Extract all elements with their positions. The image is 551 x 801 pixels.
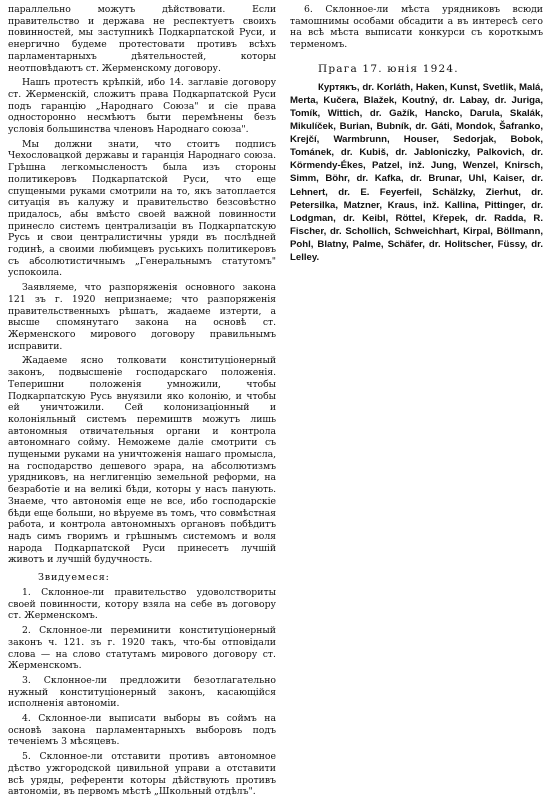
right-column: [290, 4, 543, 264]
paragraph: Мы должни знати, что стоитъ подписъ Чехословацкой державы и гаранція Народнаго союза. Грѣшна легкомысленостъ была изъ стороны политикеровъ Подкарпатской Руси, что еще спущеными руками смотрили на то, якъ затоплается ситуація въ калужу и правительство безсовѣстно придалось, абы вмѣсто своей важной повинности принесло системъ централизаціи въ Подкарпатскую Русь и свои централистичны уряди въ послѣдней годинѣ, а своими любимцевъ руськихъ политикеровъ съ абсолютистичнымъ „Генеральнымъ статутомъ" успокоила.: [8, 138, 276, 279]
signatories-list: Куртякъ, dr. Korláth, Haken, Kunst, Svetlik, Malá, Merta, Kučera, Blažek, Koutný, dr. Labay, dr. Juriga, Tomík, Wittich, dr. Gažík, Hancko, Darula, Skalák, Mikulíček, Burian, Bubník, dr. Gáti, Mondok, Šafranko, Krejčí, Warmbrunn, Houser, Sedorjak, Bobok, Tománek, dr. Kubiš, dr. Jabloniczky, Palkovich, dr. Körmendy-Ékes, Patzel, inž. Jung, Wenzel, Knirsch, Simm, Böhr, dr. Kafka, dr. Brunar, Uhl, Kaiser, dr. Lehnert, dr. E. Feyerfeil, Schälzky, Zierhut, dr. Petersilka, Matzner, Kraus, inž. Kallina, Pittinger, dr. Lodgman, dr. Keibl, Röttel, Křepek, dr. Radda, R. Fischer, dr. Schollich, Schweichhart, Kirpal, Böllmann, Pohl, Blatny, Palme, Schäfer, dr. Holitscher, Füssy, dr. Lelley.: [290, 81, 543, 264]
dateline: Прага 17. юнія 1924.: [318, 62, 459, 75]
question-item: 4. Склонное-ли выписати выборы въ соймъ на основѣ закона парламентарныхъ выборовъ подъ теченіемъ 3 мѣсяцевъ.: [8, 713, 276, 748]
question-item: 6. Склонное-ли мѣста урядниковъ всюди тамошнимы особами обсадити а въ интересѣ сего на всѣ мѣста выписати конкурси съ короткымъ терменомъ.: [290, 4, 543, 51]
paragraph: параллельно можутъ дѣйствовати. Если правительство и держава не респектуетъ своихъ повинностей, мы заступникѣ Подкарпатской Руси, и енергично будеме протестовати противъ всѣхъ парламентарныхъ дѣятельностей, которы неотповѣдаютъ ст. Жерменскому договору.: [8, 4, 276, 74]
question-item: 1. Склонное-ли правительство удоволствориты своей повинности, котору взяла на себе въ договору ст. Жерменскомъ.: [8, 587, 276, 622]
paragraph: Жадаеме ясно толковати конституціонерный законъ, подвысшеніе господарскаго положенія. Теперишни положенія умножили, чтобы Подкарпатскую Русь внуязили яко колонію, и чтобы ей уничтожили. Сей колонизаціонный и колоніяльный системъ перемиштв можутъ лишь автономныя отвичательныя органи и контрола автономнаго сойму. Неможеме даліе смотрити съ пущеными руками на уничтоженія нашаго промысла, на господарство дешевого эрара, на абсолютизмъ урядниковъ, на неглигенцію земельной реформи, на безработіе и на великі бѣди, которы у насъ панують. Знаеме, что автономія еще не все, ибо господарскіе бѣди еще больши, но вѣруеме въ томъ, что совмѣстная работа, и контрола автономныхъ органовъ побѣдитъ надъ симъ гворимъ и грѣшнымъ системомъ и воля народа Подкарпатской Руси принесетъ лучшій животъ и лучшій будучность.: [8, 355, 276, 566]
paragraph: Заявляеме, что разпоряженія основного закона 121 зъ г. 1920 непризнаеме; что разпоряженія правительственныхъ рѣшатъ, жадаеме изтерти, а высше спомянутаго закона на основѣ ст. Жерменского мирового договору правильнымъ исправити.: [8, 282, 276, 352]
question-item: 3. Склонное-ли предложити безотлагательно нужный конституціонерный законъ, касающійся исполненія автономіи.: [8, 674, 276, 710]
paragraph: Нашъ протестъ крѣпкій, ибо 14. заглавіе договору ст. Жерменскій, сложитъ права Подкарпатской Руси подъ гаранцію „Народнаго Союза" и сіе права односторонно несмѣютъ быти перемѣнены безъ условія большинства членовъ Народнаго союза".: [8, 77, 276, 136]
question-item: 5. Склонное-ли отставити противъ автономное дѣство ужгородской цивильной управи а отставити всѣ уряды, референти которы дѣйствують противъ автономіи, въ первомъ мѣстѣ „Школьный отдѣлъ".: [8, 751, 276, 798]
question-item: 2. Склонное-ли переминити конституціонерный законъ ч. 121. зъ г. 1920 такъ, что-бы отповідали слова — на слово статутамъ мирового договору ст. Жерменскомъ.: [8, 625, 276, 672]
left-column: [8, 4, 276, 801]
section-heading: Звидуемеся:: [38, 572, 110, 584]
